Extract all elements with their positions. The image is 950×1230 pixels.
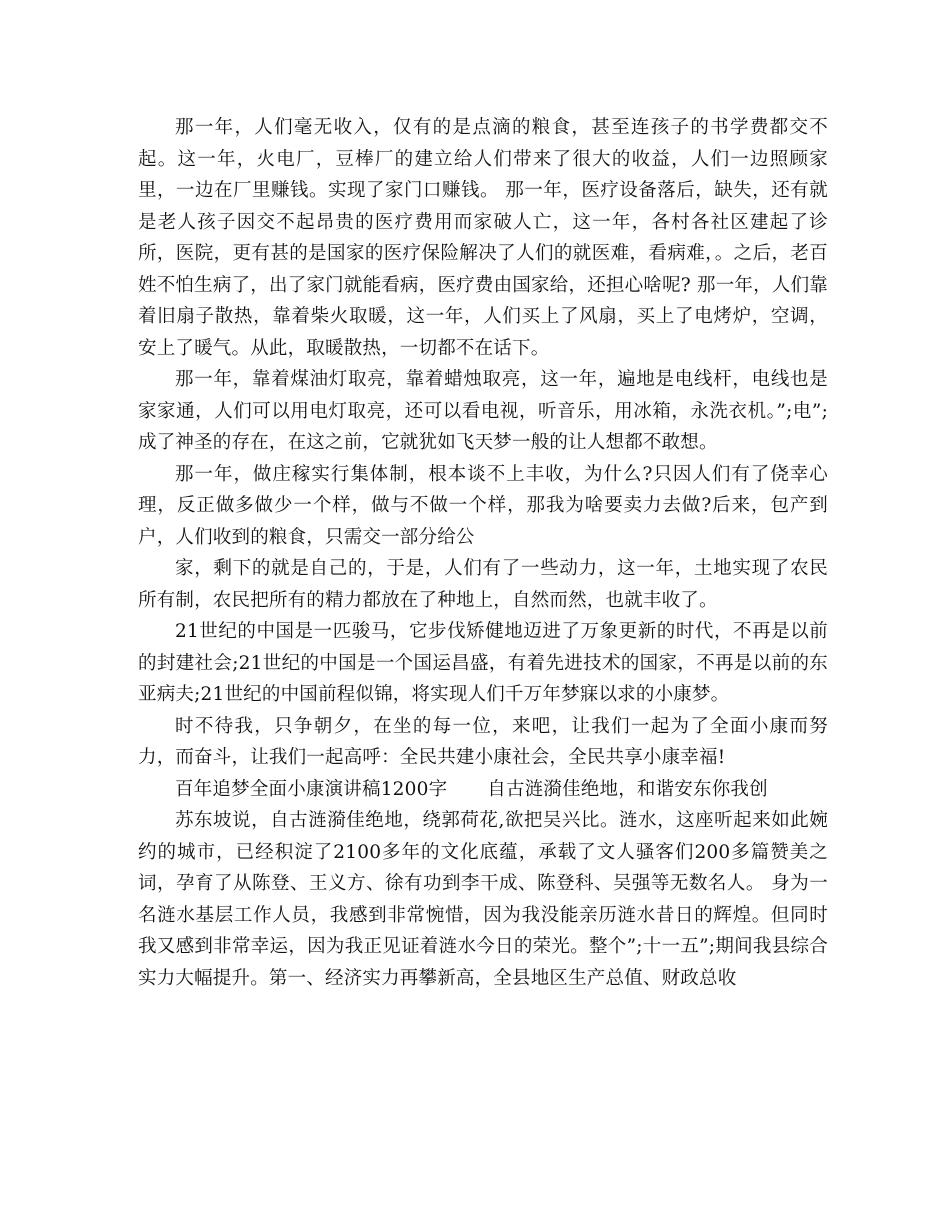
article-subtitle: 自古涟漪佳绝地，和谐安东你我创	[487, 778, 768, 800]
paragraph-2: 那一年，靠着煤油灯取亮，靠着蜡烛取亮，这一年，遍地是电线杆，电线也是家家通，人们可以用电灯取亮，还可以看电视，听音乐，用冰箱，永洗衣机。”;电”;成了神圣的存在，在这之前，它就犹如飞天梦一般的让人想都不敢想。	[138, 369, 828, 453]
paragraph-5: 21世纪的中国是一匹骏马，它步伐矫健地迈进了万象更新的时代，不再是以前的封建社会;21世纪的中国是一个国运昌盛，有着先进技术的国家，不再是以前的东亚病夫;21世纪的中国前程似锦，将实现人们千万年梦寐以求的小康梦。	[138, 621, 828, 705]
paragraph-1: 那一年，人们毫无收入，仅有的是点滴的粮食，甚至连孩子的书学费都交不起。这一年，火电厂，豆棒厂的建立给人们带来了很大的收益，人们一边照顾家里，一边在厂里赚钱。实现了家门口赚钱。 那一年，医疗设备落后，缺失，还有就是老人孩子因交不起昂贵的医疗费用而家破人亡，这一年，各村各社区建起了诊所，医院，更有甚的是国家的医疗保险解决了人们的就医难，看病难，。之后，老百姓不怕生病了，出了家门就能看病，医疗费由国家给，还担心啥呢? 那一年，人们靠着旧扇子散热，靠着柴火取暖，这一年，人们买上了风扇，买上了电烤炉，空调，安上了暖气。从此，取暖散热，一切都不在话下。	[138, 117, 828, 359]
title-line	[138, 774, 828, 806]
paragraph-3: 那一年，做庄稼实行集体制，根本谈不上丰收，为什么?只因人们有了侥幸心理，反正做多做少一个样，做与不做一个样，那我为啥要卖力去做?后来，包产到户，人们收到的粮食，只需交一部分给公	[138, 463, 828, 548]
article-title: 百年追梦全面小康演讲稿1200字	[175, 778, 448, 800]
document-body	[138, 112, 828, 994]
paragraph-4: 家，剩下的就是自己的，于是，人们有了一些动力，这一年，土地实现了农民所有制，农民把所有的精力都放在了种地上，自然而然，也就丰收了。	[138, 558, 828, 611]
paragraph-6: 时不待我，只争朝夕，在坐的每一位，来吧，让我们一起为了全面小康而努力，而奋斗，让我们一起高呼：全民共建小康社会，全民共享小康幸福!	[138, 715, 828, 768]
paragraph-7: 苏东坡说，自古涟漪佳绝地，绕郭荷花,欲把吴兴比。涟水，这座听起来如此婉约的城市，已经积淀了2100多年的文化底蕴，承载了文人骚客们200多篇赞美之词，孕育了从陈登、王义方、徐有功到李干成、陈登科、吴强等无数名人。 身为一名涟水基层工作人员，我感到非常惋惜，因为我没能亲历涟水昔日的辉煌。但同时我又感到非常幸运，因为我正见证着涟水今日的荣光。整个”;十一五”;期间我县综合实力大幅提升。第一、经济实力再攀新高，全县地区生产总值、财政总收	[138, 810, 828, 989]
